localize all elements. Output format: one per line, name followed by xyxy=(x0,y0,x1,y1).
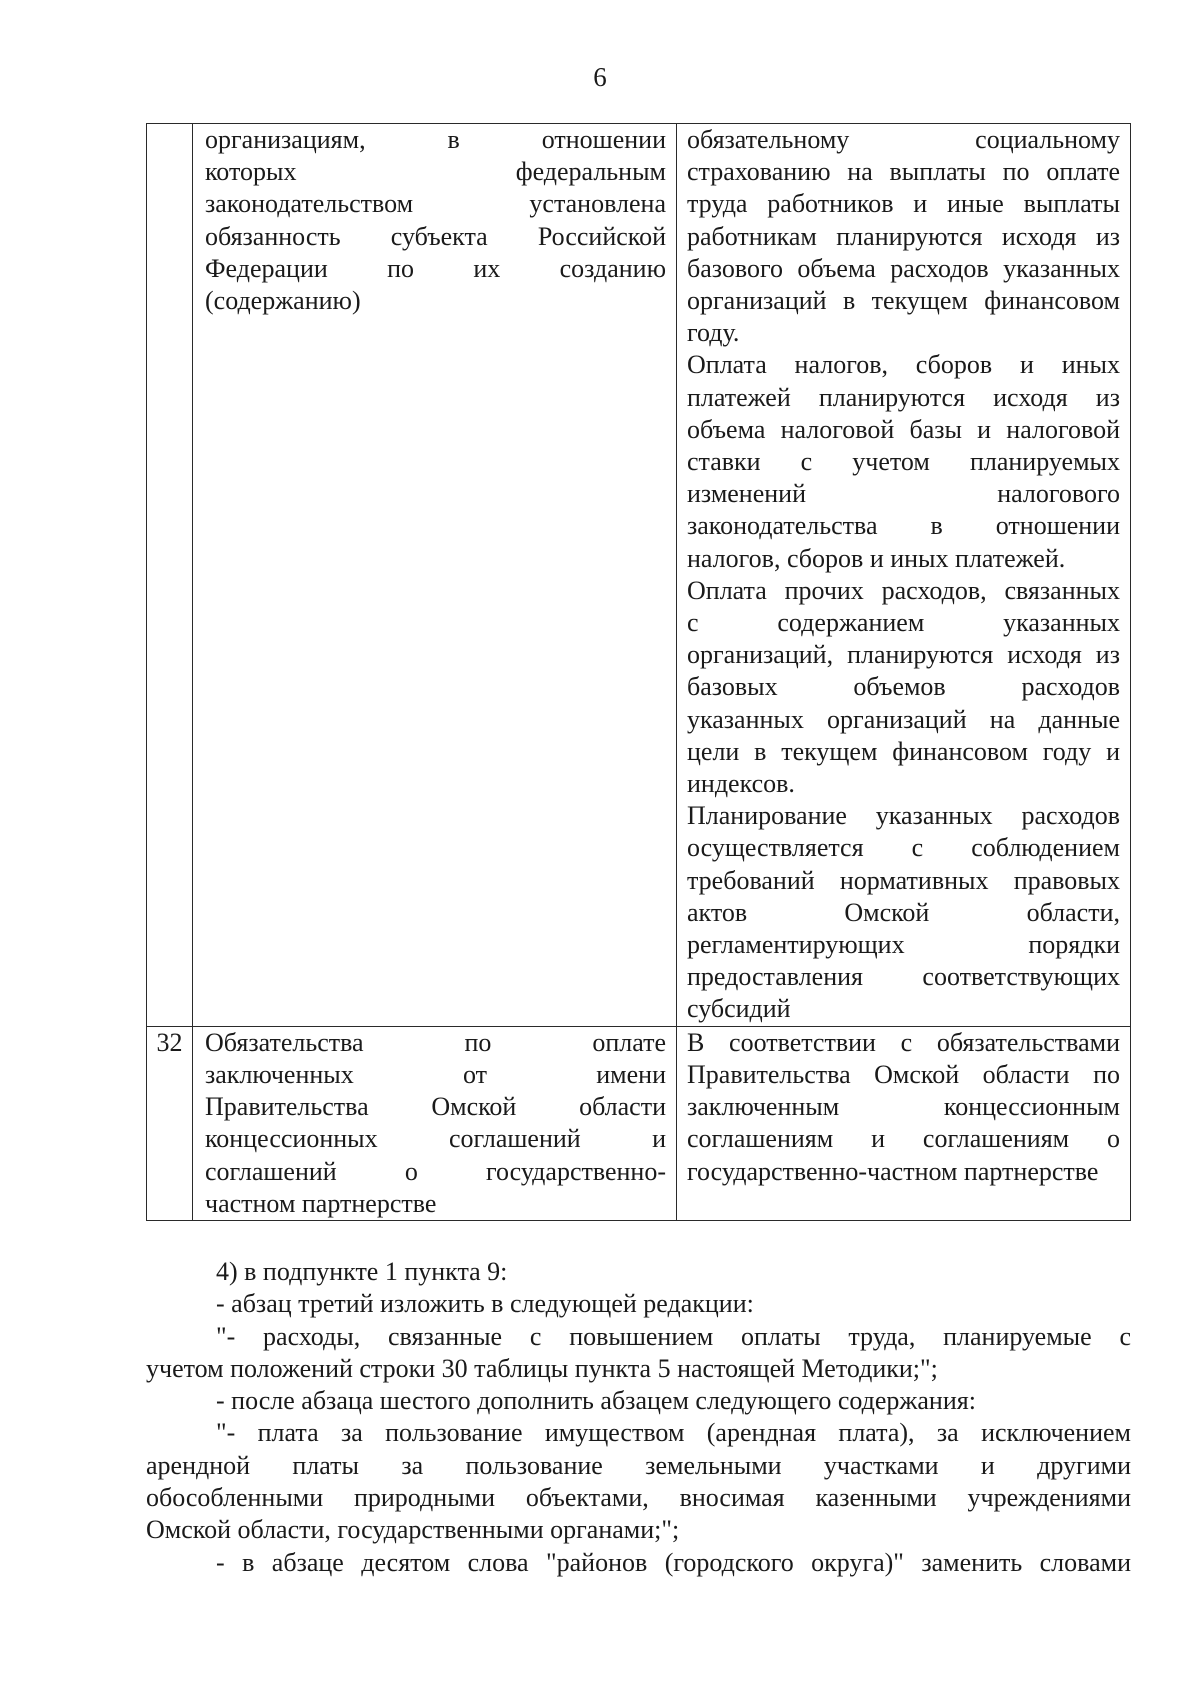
text-line: (содержанию) xyxy=(205,286,361,316)
text-line: ставки с учетом планируемых xyxy=(687,447,1120,477)
paragraph: арендной платы за пользование земельными участками и другими xyxy=(146,1450,1131,1480)
text-line: организациям, в отношении xyxy=(205,125,666,154)
text-line: объема налоговой базы и налоговой xyxy=(687,414,1120,444)
text-line: В соответствии с обязательствами xyxy=(687,1027,1120,1057)
text-line: Оплата прочих расходов, связанных xyxy=(687,575,1120,605)
text-line: платежей планируются исходя из xyxy=(687,382,1120,412)
text-line: работникам планируются исходя из xyxy=(687,221,1120,251)
row-number-cell: 32 xyxy=(147,1026,193,1220)
text-line: Планирование указанных расходов xyxy=(687,801,1120,831)
text-line: частном партнерстве xyxy=(205,1188,437,1218)
paragraph: - в абзаце десятом слова "районов (городского округа)" заменить словами xyxy=(216,1547,1131,1577)
paragraph: обособленными природными объектами, вносимая казенными учреждениями xyxy=(146,1483,1131,1513)
text-line: с содержанием указанных xyxy=(687,608,1120,638)
text-line: обязательному социальному xyxy=(687,125,1120,154)
text-line: заключенным концессионным xyxy=(687,1092,1120,1122)
paragraph: 4) в подпункте 1 пункта 9: xyxy=(216,1257,508,1286)
text-line: регламентирующих порядки xyxy=(687,930,1120,960)
amendment-text xyxy=(146,1256,1131,1579)
text-line: государственно-частном партнерстве xyxy=(687,1156,1099,1186)
text-line: Оплата налогов, сборов и иных xyxy=(687,350,1120,380)
text-line: налогов, сборов и иных платежей. xyxy=(687,543,1066,573)
text-line: осуществляется с соблюдением xyxy=(687,833,1120,863)
text-line: соглашений о государственно- xyxy=(205,1156,666,1186)
text-line: Федерации по их созданию xyxy=(205,253,666,283)
paragraph: "- расходы, связанные с повышением оплаты труда, планируемые с xyxy=(216,1321,1131,1351)
text-line: базовых объемов расходов xyxy=(687,672,1120,702)
paragraph: учетом положений строки 30 таблицы пункта 5 настоящей Методики;"; xyxy=(146,1353,938,1383)
text-line: законодательством установлена xyxy=(205,189,666,219)
text-line: предоставления соответствующих xyxy=(687,962,1120,992)
paragraph: - после абзаца шестого дополнить абзацем следующего содержания: xyxy=(216,1386,976,1416)
text-line: труда работников и иные выплаты xyxy=(687,189,1120,219)
text-line: концессионных соглашений и xyxy=(205,1124,666,1154)
text-line: заключенных от имени xyxy=(205,1059,666,1089)
text-line: указанных организаций на данные xyxy=(687,704,1120,734)
text-line: году. xyxy=(687,318,740,348)
text-line: обязанность субъекта Российской xyxy=(205,221,666,251)
text-line: актов Омской области, xyxy=(687,897,1120,927)
text-line: Правительства Омской области xyxy=(205,1092,666,1122)
paragraph: - абзац третий изложить в следующей редакции: xyxy=(216,1289,754,1319)
text-line: страхованию на выплаты по оплате xyxy=(687,157,1120,187)
page-number: 6 xyxy=(593,62,607,92)
planning-method-cell xyxy=(677,124,1131,1027)
paragraph: "- плата за пользование имуществом (арендная плата), за исключением xyxy=(216,1418,1131,1448)
text-line: изменений налогового xyxy=(687,479,1120,509)
table-row xyxy=(147,124,1131,1027)
text-line: организаций, планируются исходя из xyxy=(687,640,1120,670)
paragraph: Омской области, государственными органами;"; xyxy=(146,1515,680,1545)
text-line: Обязательства по оплате xyxy=(205,1027,666,1057)
row-number-cell xyxy=(147,124,193,1027)
budget-table xyxy=(146,123,1131,1221)
text-line: субсидий xyxy=(687,994,791,1024)
text-line: законодательства в отношении xyxy=(687,511,1120,541)
table-row xyxy=(147,1026,1131,1220)
text-line: индексов. xyxy=(687,769,795,799)
text-line: которых федеральным xyxy=(205,157,666,187)
obligation-name-cell xyxy=(193,124,677,1027)
text-line: Правительства Омской области по xyxy=(687,1059,1120,1089)
text-line: цели в текущем финансовом году и xyxy=(687,736,1120,766)
text-line: организаций в текущем финансовом xyxy=(687,286,1120,316)
obligation-name-cell xyxy=(193,1026,677,1220)
text-line: требований нормативных правовых xyxy=(687,865,1120,895)
text-line: базового объема расходов указанных xyxy=(687,253,1120,283)
planning-method-cell xyxy=(677,1026,1131,1220)
text-line: соглашениям и соглашениям о xyxy=(687,1124,1120,1154)
